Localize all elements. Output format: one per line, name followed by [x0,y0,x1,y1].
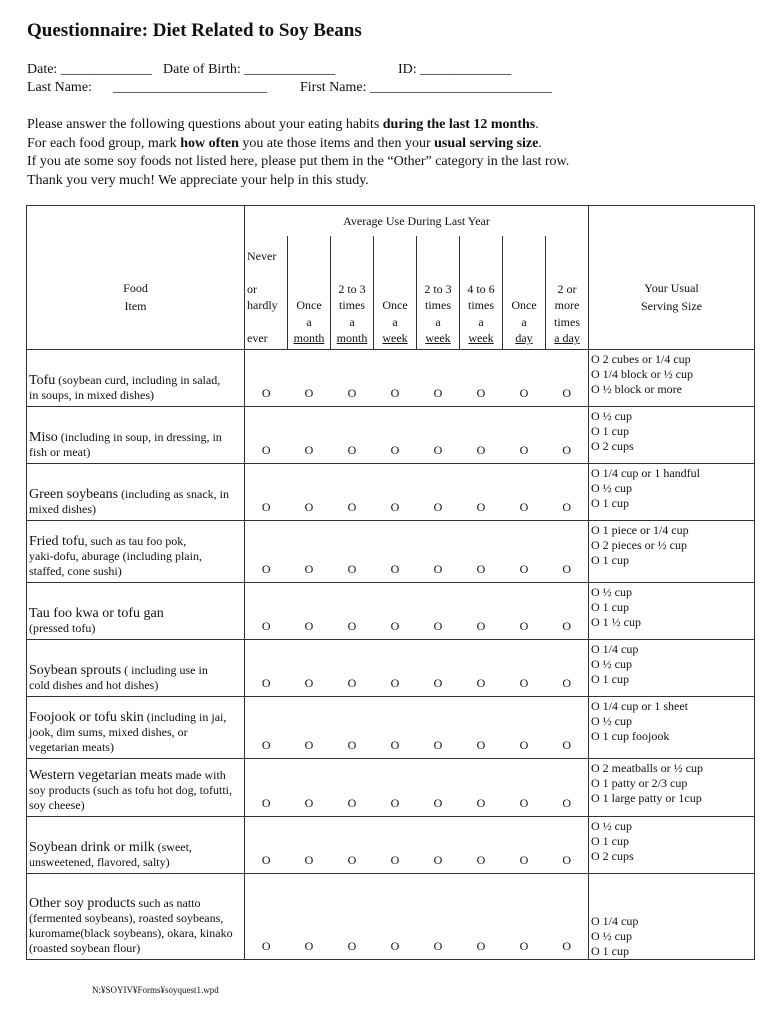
frequency-option[interactable]: O [417,639,460,696]
frequency-option[interactable]: O [288,816,331,873]
instructions [27,116,569,190]
freq-header-line: 2 to 3 [424,281,452,296]
serving-option[interactable]: O 1 ½ cup [591,614,641,629]
serving-option[interactable]: O 1/4 cup [591,641,639,656]
frequency-option[interactable]: O [288,520,331,582]
frequency-option[interactable]: O [331,758,374,816]
serving-option[interactable]: O 1 cup [591,495,629,510]
frequency-option[interactable]: O [374,758,417,816]
instruction-text: Please answer the following questions about your eating habits [27,117,383,132]
food-row [27,520,755,582]
freq-header-line: 2 to 3 [338,281,366,296]
frequency-option[interactable]: O [503,639,546,696]
food-description: such as natto [135,895,201,910]
frequency-option[interactable]: O [288,639,331,696]
food-row [27,406,755,463]
freq-header-2-3-month [331,236,374,349]
frequency-option[interactable]: O [245,696,288,758]
food-description: (including in soup, in dressing, in [57,429,222,444]
serving-option[interactable]: O ½ cup [591,818,632,833]
frequency-option[interactable]: O [331,873,374,959]
serving-option[interactable]: O ½ cup [591,584,632,599]
freq-header-line: ever [247,331,268,345]
frequency-option[interactable]: O [546,758,589,816]
frequency-option[interactable]: O [546,520,589,582]
average-use-header: Average Use During Last Year [245,206,589,237]
food-name: Fried tofu [29,533,85,549]
frequency-option[interactable]: O [288,582,331,639]
freq-header-line: times [339,298,365,312]
food-name: Other soy products [29,895,136,911]
frequency-option[interactable]: O [460,463,503,520]
food-item-cell [27,696,245,758]
frequency-option[interactable]: O [331,639,374,696]
serving-option[interactable]: O ½ cup [591,656,632,671]
food-name: Soybean sprouts [29,662,122,678]
frequency-option[interactable]: O [546,463,589,520]
serving-option[interactable]: O 2 cubes or 1/4 cup [591,351,691,366]
frequency-option[interactable]: O [245,816,288,873]
frequency-option[interactable]: O [460,873,503,959]
instruction-text: . [535,117,539,132]
food-description: (fermented soybeans), roasted soybeans, [29,910,224,925]
food-description: soy products (such as tofu hot dog, tofutti, [29,782,232,797]
frequency-option[interactable]: O [460,696,503,758]
food-name: Miso [29,429,58,445]
serving-option[interactable]: O 1/4 cup [591,913,639,928]
food-description: jook, dim sums, mixed dishes, or [29,724,188,739]
food-name: Tau foo kwa or tofu gan [29,605,164,621]
frequency-option[interactable]: O [245,520,288,582]
freq-header-line: month [336,331,368,345]
frequency-option[interactable]: O [503,463,546,520]
frequency-option[interactable]: O [546,406,589,463]
freq-header-line: Once [511,298,537,312]
frequency-option[interactable]: O [374,463,417,520]
freq-header-2-plus-day [546,236,589,349]
frequency-option[interactable]: O [417,582,460,639]
food-name: Green soybeans [29,486,119,502]
food-item-cell [27,349,245,406]
instruction-emphasis: how often [180,135,239,151]
frequency-option[interactable]: O [374,873,417,959]
food-description: (roasted soybean flour) [29,940,141,955]
food-description: fish or meat) [29,444,91,459]
food-item-cell [27,816,245,873]
serving-option[interactable]: O 1 cup [591,423,629,438]
serving-option[interactable]: O 1 cup [591,943,629,958]
food-description: unsweetened, flavored, salty) [29,854,170,869]
frequency-option[interactable]: O [331,582,374,639]
first-name-field[interactable]: First Name: __________________________ [300,80,552,95]
page-title: Questionnaire: Diet Related to Soy Beans [27,20,362,41]
serving-option[interactable]: O 1 large patty or 1cup [591,790,702,805]
serving-option[interactable]: O 2 cups [591,848,634,863]
food-item-header-line: Item [124,299,147,314]
freq-header-once-week [374,236,417,349]
freq-header-line: week [425,331,451,345]
freq-header-line: more [554,298,580,312]
food-item-cell [27,758,245,816]
frequency-option[interactable]: O [417,463,460,520]
food-description: (including as snack, in [118,486,230,501]
frequency-option[interactable]: O [460,758,503,816]
dob-field[interactable]: Date of Birth: _____________ [163,62,336,77]
food-item-cell [27,582,245,639]
frequency-option[interactable]: O [288,406,331,463]
freq-header-once-month [288,236,331,349]
serving-option[interactable]: O 1/4 cup or 1 sheet [591,698,688,713]
frequency-option[interactable]: O [331,406,374,463]
frequency-option[interactable]: O [331,349,374,406]
food-description: (soybean curd, including in salad, [55,372,221,387]
freq-header-line: a [521,314,527,329]
freq-header-line: a [435,314,441,329]
frequency-option[interactable]: O [288,873,331,959]
food-row [27,639,755,696]
frequency-option[interactable]: O [374,639,417,696]
frequency-option[interactable]: O [331,816,374,873]
serving-option[interactable]: O 1/4 block or ½ cup [591,366,693,381]
food-description: ( including use in [121,662,208,677]
food-name: Soybean drink or milk [29,839,155,855]
instruction-text: . [538,135,542,151]
freq-header-line: Once [382,298,408,312]
serving-option[interactable]: O 1 cup [591,833,629,848]
id-field[interactable]: ID: _____________ [398,62,512,77]
food-item-header-line: Food [123,281,148,296]
food-row [27,349,755,406]
freq-header-line: day [515,331,533,345]
frequency-option[interactable]: O [546,639,589,696]
food-row [27,696,755,758]
freq-header-line: times [554,314,580,329]
frequency-option[interactable]: O [417,873,460,959]
serving-option[interactable]: O 1 patty or 2/3 cup [591,775,688,790]
frequency-option[interactable]: O [460,406,503,463]
serving-option[interactable]: O ½ cup [591,713,632,728]
serving-option[interactable]: O ½ cup [591,408,632,423]
food-description: kuromame(black soybeans), okara, kinako [29,925,233,940]
frequency-option[interactable]: O [288,463,331,520]
serving-size-cell [589,582,755,639]
food-name: Tofu [29,372,56,388]
freq-header-line: month [293,331,325,345]
food-item-cell [27,463,245,520]
freq-header-line: a [478,314,484,329]
serving-option[interactable]: O 2 meatballs or ½ cup [591,760,703,775]
freq-header-line: a [349,314,355,329]
food-description: vegetarian meats) [29,739,114,754]
frequency-option[interactable]: O [546,873,589,959]
food-description: (pressed tofu) [29,620,96,635]
frequency-option[interactable]: O [417,520,460,582]
frequency-option[interactable]: O [374,520,417,582]
food-row [27,463,755,520]
food-item-header [27,206,245,350]
frequency-option[interactable]: O [460,816,503,873]
frequency-option[interactable]: O [374,816,417,873]
food-description: cold dishes and hot dishes) [29,677,159,692]
food-name: Western vegetarian meats [29,767,173,783]
serving-option[interactable]: O ½ cup [591,480,632,495]
serving-size-cell [589,349,755,406]
serving-option[interactable]: O 1 cup [591,599,629,614]
food-row [27,758,755,816]
serving-size-cell [589,873,755,959]
frequency-option[interactable]: O [417,816,460,873]
serving-header-line: Serving Size [641,299,702,314]
serving-option[interactable]: O ½ block or more [591,381,682,396]
frequency-option[interactable]: O [503,520,546,582]
food-description: in soups, in mixed dishes) [29,387,154,402]
frequency-option[interactable]: O [546,696,589,758]
serving-option[interactable]: O ½ cup [591,928,632,943]
last-name-field[interactable]: ______________________ [113,80,267,95]
frequency-option[interactable]: O [503,696,546,758]
serving-header-line: Your Usual [644,281,699,296]
freq-header-once-day [503,236,546,349]
food-row [27,873,755,959]
frequency-option[interactable]: O [331,520,374,582]
frequency-option[interactable]: O [546,349,589,406]
freq-header-line: times [468,298,494,312]
freq-header-line: 4 to 6 [467,281,495,296]
frequency-option[interactable]: O [460,639,503,696]
freq-header-never [245,236,288,349]
instruction-line-4: Thank you very much! We appreciate your help in this study. [27,172,369,188]
freq-header-line: a day [554,331,580,345]
freq-header-line: week [468,331,494,345]
frequency-option[interactable]: O [245,873,288,959]
frequency-option[interactable]: O [503,349,546,406]
questionnaire-table [26,205,755,960]
frequency-option[interactable]: O [417,349,460,406]
serving-option[interactable]: O 2 pieces or ½ cup [591,537,687,552]
food-item-cell [27,520,245,582]
freq-header-line: 2 or [557,281,577,296]
serving-size-header [589,206,755,350]
freq-header-4-6-week [460,236,503,349]
frequency-option[interactable]: O [546,582,589,639]
instruction-emphasis: usual serving size [434,135,539,151]
food-description: yaki-dofu, aburage (including plain, [29,548,202,563]
instruction-text: you ate those items and then your [238,135,435,151]
serving-size-cell [589,463,755,520]
frequency-option[interactable]: O [374,582,417,639]
table-header-row [27,206,755,237]
serving-size-cell [589,816,755,873]
frequency-option[interactable]: O [503,816,546,873]
food-row [27,582,755,639]
frequency-option[interactable]: O [288,696,331,758]
frequency-option[interactable]: O [417,696,460,758]
food-description: mixed dishes) [29,501,96,516]
food-description: (including in jai, [143,709,227,724]
frequency-option[interactable]: O [245,582,288,639]
frequency-option[interactable]: O [503,758,546,816]
freq-header-line: times [425,298,451,312]
serving-option[interactable]: O 1 cup [591,671,629,686]
food-item-cell [27,639,245,696]
serving-option[interactable]: O 1 cup foojook [591,728,670,743]
food-name: Foojook or tofu skin [29,709,144,725]
last-name-label: Last Name: [27,80,92,95]
instruction-line-3: If you ate some soy foods not listed here, please put them in the “Other” category in the last row. [27,154,570,169]
freq-header-line: Never [247,248,277,263]
serving-size-cell [589,758,755,816]
frequency-option[interactable]: O [503,873,546,959]
freq-header-2-3-week [417,236,460,349]
food-item-cell [27,406,245,463]
freq-header-line: or [247,281,257,296]
frequency-option[interactable]: O [546,816,589,873]
freq-header-line: week [382,331,408,345]
freq-header-line: a [306,314,312,329]
frequency-option[interactable]: O [417,758,460,816]
serving-size-cell [589,696,755,758]
date-field[interactable]: Date: _____________ [27,62,152,77]
food-description: staffed, cone sushi) [29,563,122,578]
serving-size-cell [589,520,755,582]
food-row [27,816,755,873]
serving-option[interactable]: O 1 cup [591,552,629,567]
frequency-option[interactable]: O [245,406,288,463]
freq-header-line: Once [296,298,322,312]
food-description: , such as tau foo pok, [84,533,187,548]
serving-option[interactable]: O 2 cups [591,438,634,453]
food-description: soy cheese) [29,797,85,812]
frequency-option[interactable]: O [331,696,374,758]
frequency-option[interactable]: O [331,463,374,520]
file-path-footer: N:¥SOYIV¥Forms¥soyquest1.wpd [92,985,219,995]
frequency-option[interactable]: O [288,758,331,816]
freq-header-line: a [392,314,398,329]
instruction-line-1 [27,116,569,135]
frequency-option[interactable]: O [460,349,503,406]
freq-header-line: hardly [247,298,278,312]
frequency-option[interactable]: O [288,349,331,406]
frequency-option[interactable]: O [460,582,503,639]
serving-option[interactable]: O 1/4 cup or 1 handful [591,465,700,480]
frequency-option[interactable]: O [374,349,417,406]
frequency-option[interactable]: O [245,639,288,696]
frequency-option[interactable]: O [245,463,288,520]
frequency-option[interactable]: O [245,349,288,406]
frequency-option[interactable]: O [503,582,546,639]
food-item-cell [27,873,245,959]
frequency-option[interactable]: O [460,520,503,582]
frequency-option[interactable]: O [503,406,546,463]
frequency-option[interactable]: O [374,406,417,463]
food-description: (sweet, [154,839,192,854]
food-description: made with [172,767,226,782]
serving-size-cell [589,639,755,696]
serving-option[interactable]: O 1 piece or 1/4 cup [591,522,689,537]
instruction-line-2 [27,135,569,154]
frequency-option[interactable]: O [374,696,417,758]
frequency-option[interactable]: O [417,406,460,463]
frequency-option[interactable]: O [245,758,288,816]
instruction-text: For each food group, mark [27,135,181,151]
serving-size-cell [589,406,755,463]
instruction-emphasis: during the last 12 months [382,117,536,132]
